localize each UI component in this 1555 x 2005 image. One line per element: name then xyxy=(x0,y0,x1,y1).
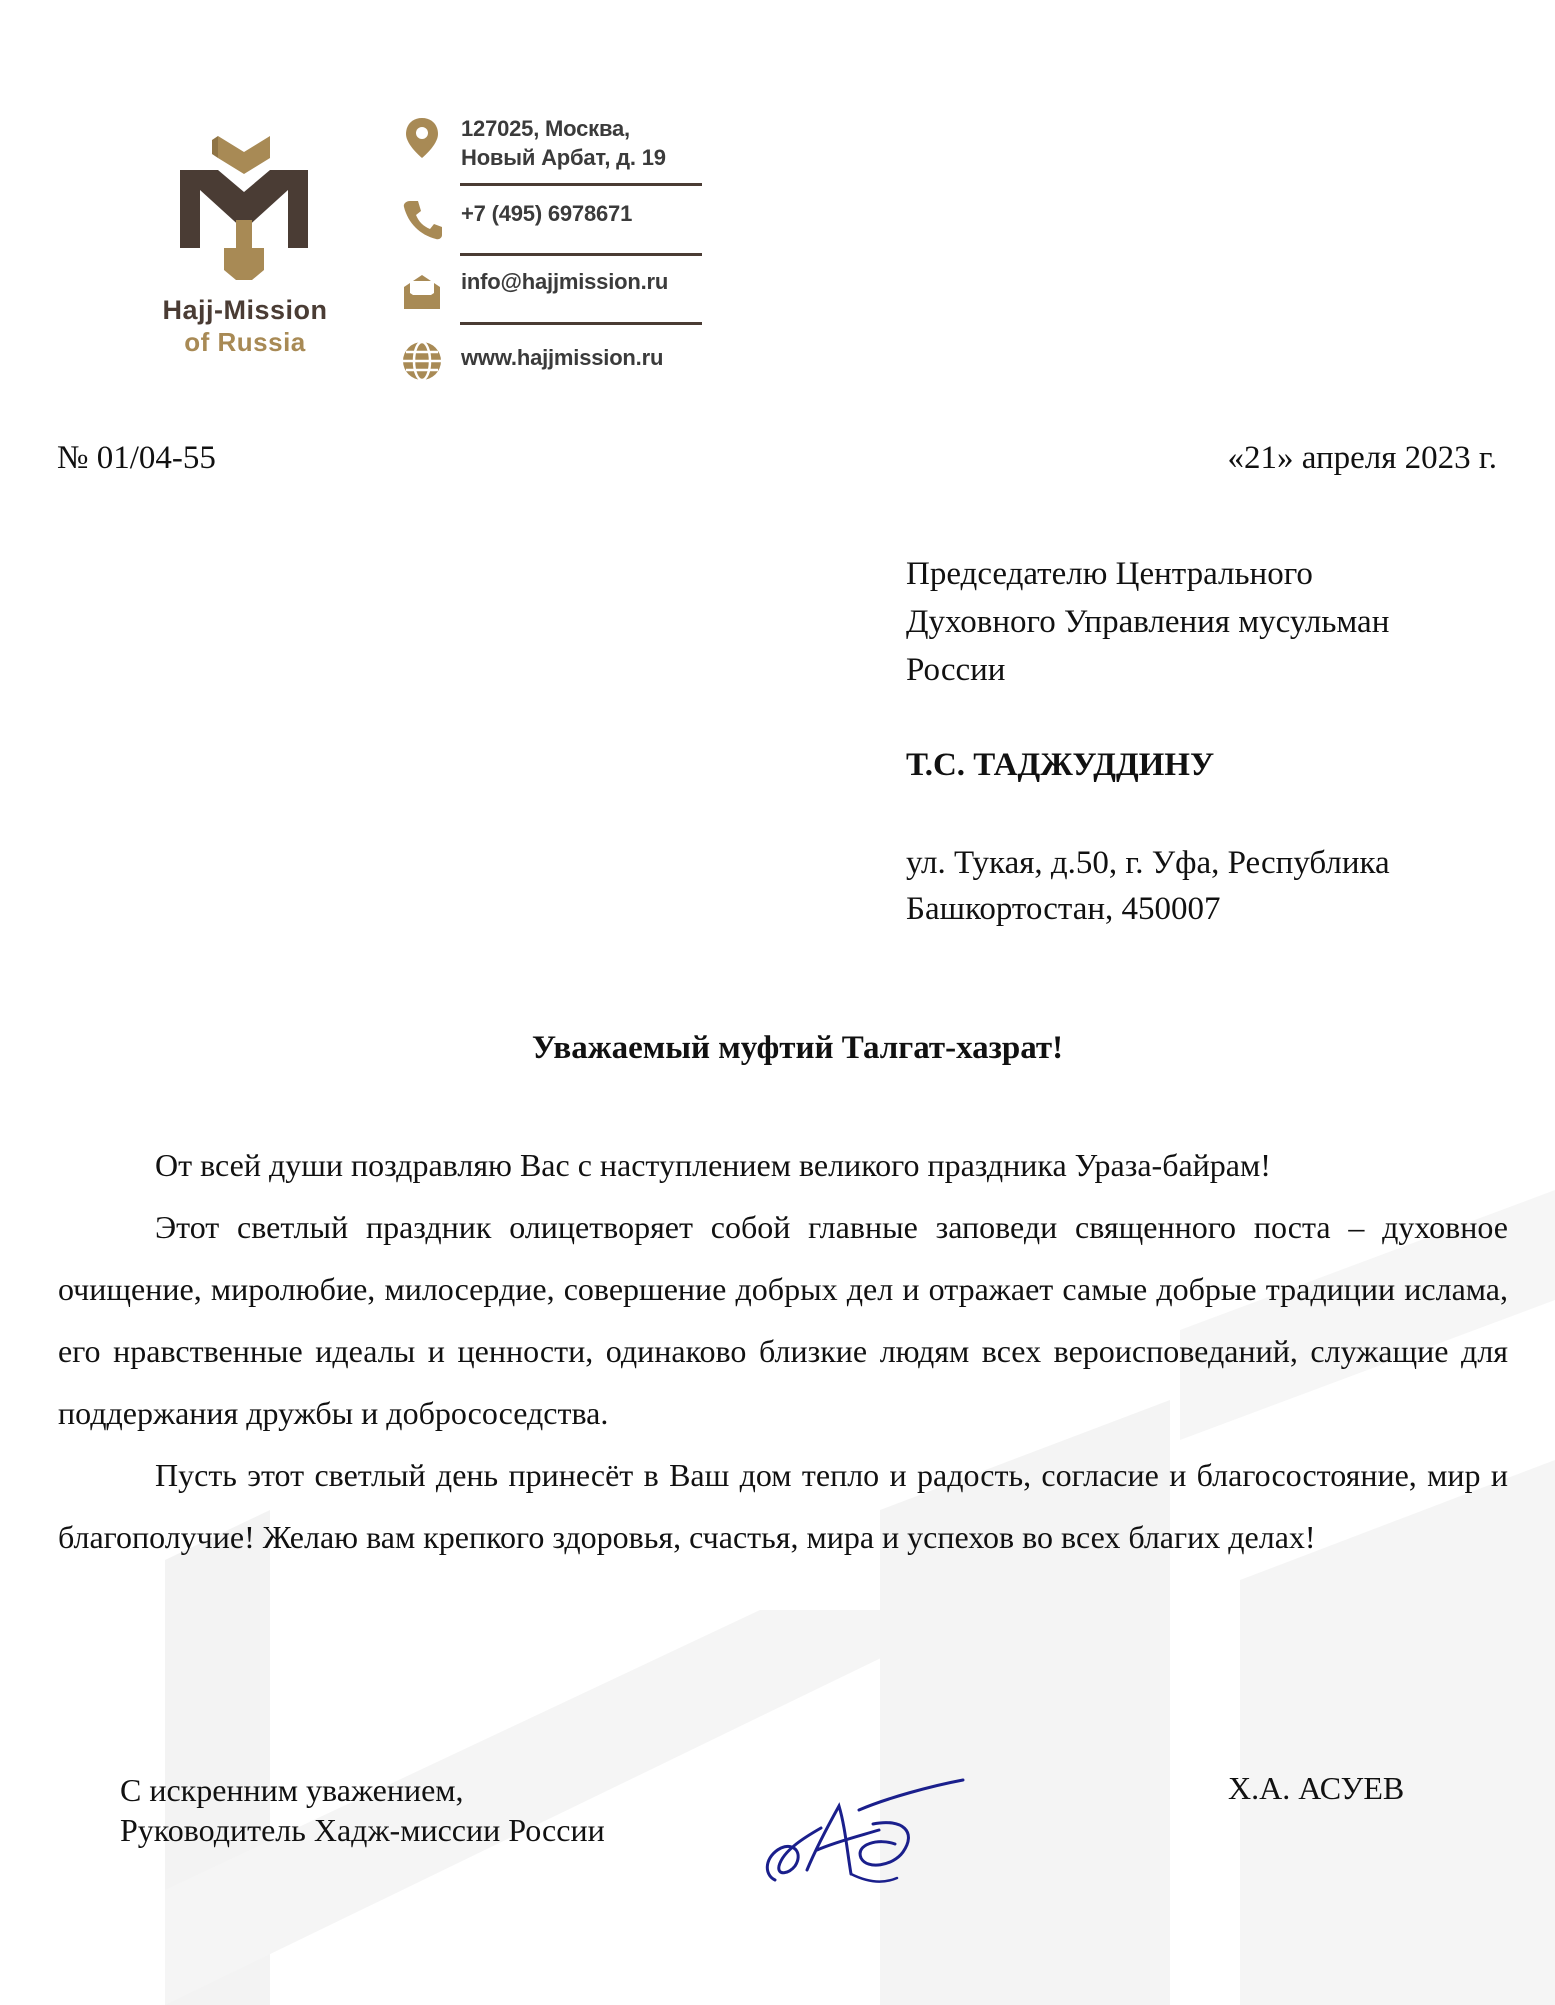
phone-icon xyxy=(400,197,444,241)
addressee-position xyxy=(906,550,1466,694)
body-paragraph: Пусть этот светлый день принесёт в Ваш дом тепло и радость, согласие и благосостояние, мир и благополучие! Желаю вам крепкого здоровья, счастья, мира и успехов во всех благих делах! xyxy=(58,1457,1508,1555)
divider xyxy=(460,253,702,256)
envelope-icon xyxy=(400,269,444,313)
divider xyxy=(460,183,702,186)
phone-number: +7 (495) 6978671 xyxy=(461,201,633,226)
addressee-address-line: ул. Тукая, д.50, г. Уфа, Республика xyxy=(906,845,1390,881)
divider xyxy=(460,322,702,325)
email-address: info@hajjmission.ru xyxy=(461,269,669,294)
body-paragraph: От всей души поздравляю Вас с наступлением великого праздника Ураза-байрам! xyxy=(155,1147,1271,1183)
website-url: www.hajjmission.ru xyxy=(461,345,664,370)
signer-name: Х.А. АСУЕВ xyxy=(1228,1770,1405,1806)
logo-name-line1: Hajj-Mission xyxy=(162,295,328,325)
document-number: № 01/04-55 xyxy=(57,440,216,476)
contacts-block xyxy=(400,112,705,395)
addressee-address-line: Башкортостан, 450007 xyxy=(906,891,1221,927)
organization-logo xyxy=(130,130,360,370)
closing-title: Руководитель Хадж-миссии России xyxy=(120,1812,605,1848)
closing-line: С искренним уважением, xyxy=(120,1772,464,1808)
globe-icon xyxy=(400,339,444,383)
addressee-address xyxy=(906,840,1466,932)
handwritten-signature xyxy=(755,1770,975,1900)
logo-name-line2: of Russia xyxy=(184,327,306,357)
letter-body xyxy=(58,1134,1508,1568)
body-paragraph: Этот светлый праздник олицетворяет собой главные заповеди священного поста – духовное очищение, миролюбие, милосердие, совершение добрых дел и отражает самые добрые традиции ислама, его нравственные идеалы и ценности, одинаково близкие людям всех вероисповеданий, служащие для поддержания дружбы и добрососедства. xyxy=(58,1209,1508,1431)
contact-email xyxy=(400,257,705,327)
addressee-position-line: Духовного Управления мусульман xyxy=(906,604,1390,640)
hm-monogram-icon xyxy=(170,130,320,285)
contact-phone xyxy=(400,187,705,257)
closing-block xyxy=(120,1770,605,1850)
addressee-name: Т.С. ТАДЖУДДИНУ xyxy=(906,747,1215,783)
contact-website xyxy=(400,327,705,395)
document-date: «21» апреля 2023 г. xyxy=(1227,440,1497,476)
addressee-position-line: России xyxy=(906,652,1006,688)
address-line-1: 127025, Москва, xyxy=(461,116,630,141)
salutation: Уважаемый муфтий Талгат-хазрат! xyxy=(531,1030,1064,1066)
addressee-position-line: Председателю Центрального xyxy=(906,556,1313,592)
contact-address xyxy=(400,112,705,187)
location-pin-icon xyxy=(400,116,444,160)
address-line-2: Новый Арбат, д. 19 xyxy=(461,145,666,170)
